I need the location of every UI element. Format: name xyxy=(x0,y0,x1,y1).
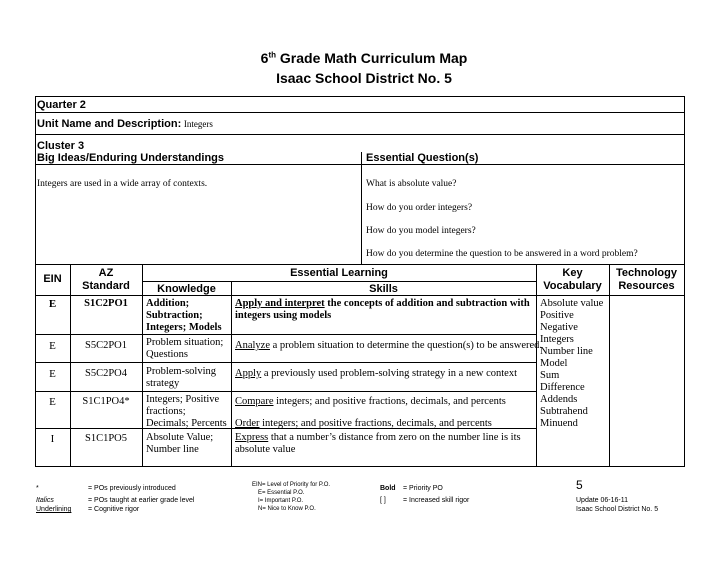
row-knowledge: Problem-solving xyxy=(146,366,216,377)
row-knowledge: fractions; xyxy=(146,406,186,417)
header-knowledge: Knowledge xyxy=(157,283,216,295)
row-knowledge: Subtraction; xyxy=(146,310,203,321)
row-standard: S5C2PO4 xyxy=(84,368,127,379)
skill-text: the concepts of addition and subtraction with xyxy=(324,298,530,309)
essential-question: How do you model integers? xyxy=(366,226,476,236)
row-skill xyxy=(235,432,521,444)
row-ein: E xyxy=(48,298,57,310)
skill-verb: Apply and interpret xyxy=(235,298,325,309)
skill-text: a previously used problem-solving strategy in a new context xyxy=(261,368,517,379)
header-standard: Standard xyxy=(82,280,130,292)
essential-question: How do you determine the question to be answered in a word problem? xyxy=(366,249,638,259)
row-knowledge: Questions xyxy=(146,349,188,360)
vocab-item: Number line xyxy=(540,346,593,357)
row-skill-order xyxy=(235,418,492,430)
vocabulary-list xyxy=(540,298,603,430)
line xyxy=(35,295,685,296)
district-title: Isaac School District No. 5 xyxy=(276,70,452,86)
title-text: Grade Math Curriculum Map xyxy=(276,50,468,66)
page-number: 5 xyxy=(576,478,583,492)
vocab-item: Integers xyxy=(540,334,574,345)
row-knowledge: Integers; Positive xyxy=(146,394,220,405)
vocab-item: Addends xyxy=(540,394,578,405)
header-vocabulary: Vocabulary xyxy=(543,280,602,292)
unit-row xyxy=(37,118,213,131)
page-title xyxy=(0,50,728,66)
skill-verb: Apply xyxy=(235,368,262,379)
vocab-item: Negative xyxy=(540,322,578,333)
big-ideas-text: Integers are used in a wide array of contexts. xyxy=(37,179,208,189)
row-line xyxy=(35,334,536,335)
row-standard: S5C2PO1 xyxy=(84,340,127,351)
ein-legend xyxy=(252,481,330,513)
row-knowledge: Addition; xyxy=(146,298,190,309)
legend-desc: = POs taught at earlier grade level xyxy=(88,497,195,504)
row-standard: S1C1PO4* xyxy=(82,396,130,407)
unit-label: Unit Name and Description: xyxy=(37,118,182,130)
row-standard: S1C1PO5 xyxy=(84,433,127,444)
row-ein: E xyxy=(49,340,56,352)
vocab-item: Absolute value xyxy=(540,298,604,309)
vocab-item: Model xyxy=(540,358,568,369)
skill-text: integers; and positive fractions, decimals, and percents xyxy=(273,396,506,407)
row-knowledge: Integers; Models xyxy=(146,322,222,333)
skill-text: integers; and positive fractions, decimals, and percents xyxy=(259,418,492,429)
legend-symbol-italics: Italics xyxy=(36,497,54,504)
legend-symbol-underlining: Underlining xyxy=(36,506,72,513)
row-skill xyxy=(235,396,506,408)
row-knowledge: Absolute Value; xyxy=(146,432,214,443)
legend-desc: = Cognitive rigor xyxy=(88,506,140,513)
col-line xyxy=(536,264,537,466)
frame-top-line xyxy=(35,96,685,97)
row-ein: I xyxy=(50,433,55,445)
divider xyxy=(361,152,362,264)
vocab-item: Difference xyxy=(540,382,585,393)
row-line xyxy=(35,391,536,392)
frame-right-line xyxy=(684,96,685,467)
update-date: Update 06-16-11 xyxy=(576,497,629,504)
row-skill xyxy=(235,368,517,380)
header-resources: Resources xyxy=(618,280,675,292)
ein-legend-line: N= Nice to Know P.O. xyxy=(258,506,316,512)
row-skill xyxy=(235,298,530,310)
header-skills: Skills xyxy=(369,283,398,295)
legend-brackets: [ ] xyxy=(380,497,386,504)
row-knowledge: Number line xyxy=(146,444,199,455)
footer-district: Isaac School District No. 5 xyxy=(576,506,659,513)
vocab-item: Subtrahend xyxy=(540,406,588,417)
essential-question: What is absolute value? xyxy=(366,179,457,189)
legend-desc: = Increased skill rigor xyxy=(403,497,470,504)
skill-verb: Order xyxy=(235,418,260,429)
skill-text: that a number’s distance from zero on the number line is its xyxy=(268,432,521,443)
legend-symbol-asterisk: * xyxy=(36,485,39,492)
legend-bold: Bold xyxy=(380,485,396,492)
col-line xyxy=(609,264,610,466)
row-skill-continued: integers using models xyxy=(235,310,332,321)
ein-legend-line: E= Essential P.O. xyxy=(258,490,305,496)
row-knowledge: Problem situation; xyxy=(146,337,224,348)
ein-legend-line: I= Important P.O. xyxy=(258,498,304,504)
essential-questions-label: Essential Question(s) xyxy=(366,152,479,164)
row-standard: S1C2PO1 xyxy=(84,298,128,309)
header-key: Key xyxy=(562,267,583,279)
grade-number: 6 xyxy=(260,50,269,66)
grade-suffix: th xyxy=(268,50,276,60)
header-technology: Technology xyxy=(616,267,677,279)
header-ein: EIN xyxy=(43,273,62,285)
col-line xyxy=(231,281,232,466)
row-knowledge: Decimals; Percents xyxy=(146,418,227,429)
line xyxy=(35,112,685,113)
line xyxy=(35,164,685,165)
row-ein: E xyxy=(49,368,56,380)
header-essential-learning: Essential Learning xyxy=(290,267,388,279)
row-line xyxy=(35,362,536,363)
quarter-label: Quarter 2 xyxy=(37,99,86,111)
line xyxy=(35,134,685,135)
line xyxy=(35,264,685,265)
skill-text: a problem situation to determine the question(s) to be answered. xyxy=(269,340,543,351)
skill-verb: Analyze xyxy=(235,340,270,351)
skill-verb: Compare xyxy=(235,396,274,407)
vocab-item: Positive xyxy=(540,310,574,321)
ein-legend-line: EIN= Level of Priority for P.O. xyxy=(252,482,331,488)
line xyxy=(142,281,536,282)
row-skill xyxy=(235,340,542,352)
frame-bottom-line xyxy=(35,466,685,467)
legend-desc: = POs previously introduced xyxy=(88,485,176,492)
legend-desc: = Priority PO xyxy=(403,485,443,492)
header-az: AZ xyxy=(98,267,114,279)
skill-verb: Express xyxy=(235,432,269,443)
cluster-label: Cluster 3 xyxy=(37,140,85,152)
row-knowledge: strategy xyxy=(146,378,180,389)
row-skill-continued: absolute value xyxy=(235,444,296,455)
essential-question: How do you order integers? xyxy=(366,203,473,213)
vocab-item: Sum xyxy=(540,370,560,381)
vocab-item: Minuend xyxy=(540,418,578,429)
unit-value: Integers xyxy=(183,119,213,129)
big-ideas-label: Big Ideas/Enduring Understandings xyxy=(37,152,225,164)
row-ein: E xyxy=(49,396,56,408)
